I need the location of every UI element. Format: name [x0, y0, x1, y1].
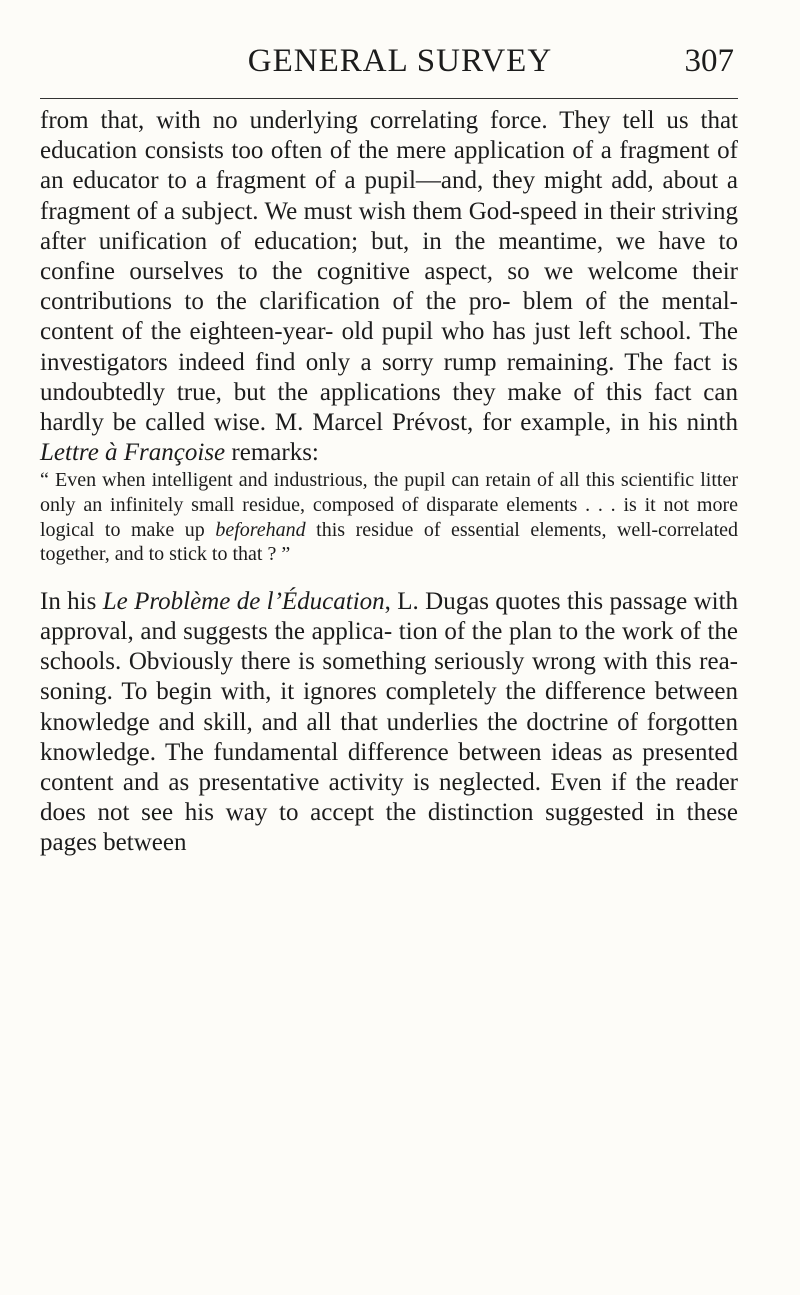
paragraph-1-text-start: from that, with no underlying correlating force. They tell us that education consists too often of the mere application of a fragment of an educator to a fragment of a pupil—and, they might add, about a fragment of a subject. We must wish them God-speed in their striving after unification of education; but, in the meantime, we have to confine ourselves to the cognitive aspect, so we welcome their contributions to the clarification of the pro- blem of the mental-content of the eighteen-year- old pupil who has just left school. The investigators indeed find only a sorry rump remaining. The fact is undoubtedly true, but the applications they make of this fact can hardly be called wise. M. Marcel Prévost, for example, in his ninth: [40, 107, 738, 437]
lettre-a-francoise-title: Lettre à Françoise: [40, 439, 226, 467]
quote-text-end: this residue of essential elements, well-correlated together, and to stick to that ? ”: [40, 518, 738, 566]
running-title: GENERAL SURVEY: [247, 43, 553, 79]
quote-text-start: “ Even when intelligent and industrious, the pupil can retain of all this scientific litter only an infinitely small residue, composed of disparate elements . . . is it not more logical to make up: [40, 469, 738, 541]
paragraph-1: [40, 106, 738, 468]
paragraph-1-text-end: remarks:: [225, 439, 319, 467]
paragraph-2-text-end: , L. Dugas quotes this passage with approval, and suggests the applica- tion of the plan to the work of the schools. Obviously there is something seriously wrong with this rea- soning. To begin with, it ignores completely the difference between knowledge and skill, and all that underlies the doctrine of forgotten knowledge. The fundamental difference between ideas as presented content and as presentative activity is neglected. Even if the reader does not see his way to accept the distinction suggested in these pages between: [40, 587, 739, 857]
paragraph-2: [40, 587, 738, 859]
header-rule: [40, 98, 738, 99]
quote-italic-beforehand: beforehand: [215, 518, 306, 541]
paragraph-2-text-start: In his: [40, 587, 103, 615]
probleme-education-title: Le Problème de l’Éducation: [102, 587, 385, 615]
page-body: [40, 106, 738, 859]
page-header: [0, 38, 800, 88]
page-number: 307: [684, 43, 734, 79]
block-quote: [40, 468, 738, 566]
